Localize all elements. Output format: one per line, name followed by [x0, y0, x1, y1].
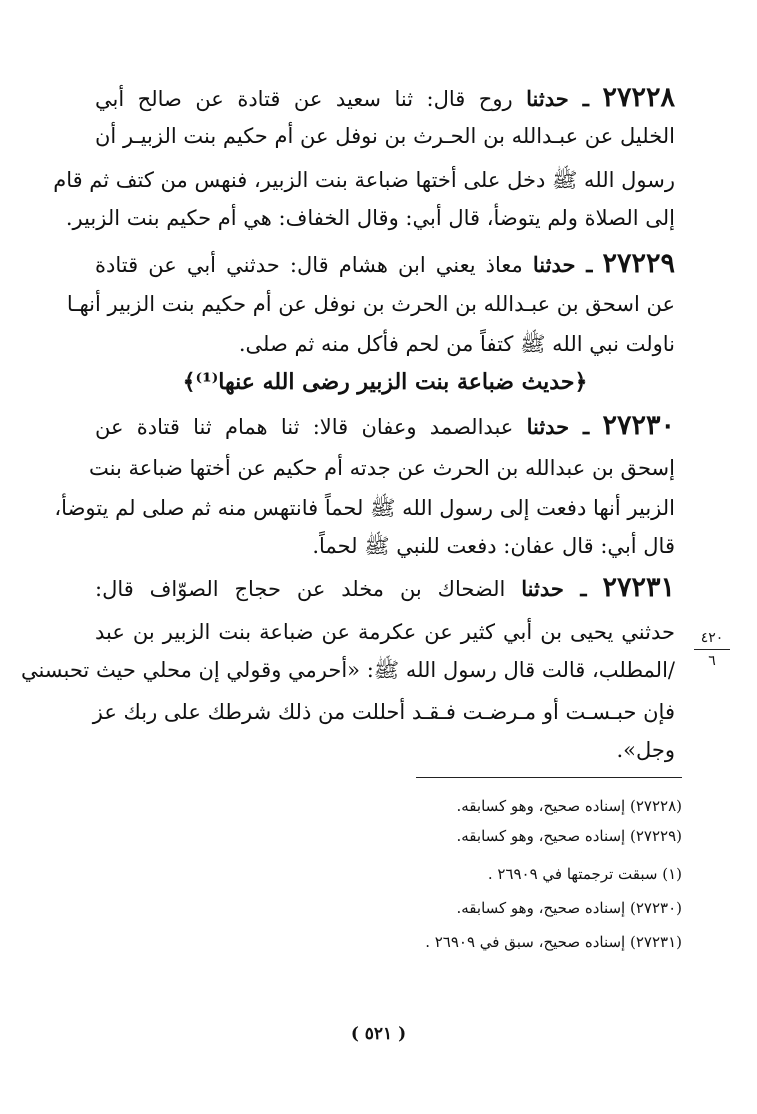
- hadith-27230-line-3: الزبير أنها دفعت إلى رسول الله ﷺ لحماً فانتهس منه ثم صلى لم يتوضأ،: [54, 496, 675, 520]
- hadith-27229-line-2: عن اسحق بن عبـدالله بن الحرث بن نوفل عن أم حكيم بنت الزبير أنهـا: [66, 292, 675, 316]
- footnote: (٢٧٢٣٠) إسناده صحيح، وهو كسابقه.: [456, 899, 682, 917]
- margin-note-top: ٤٢٠: [700, 630, 724, 646]
- margin-volume-note: [694, 628, 730, 671]
- footnote: (٢٧٢٢٨) إسناده صحيح، وهو كسابقه.: [456, 797, 682, 815]
- hadith-27228-line-2: الخليل عن عبـدالله بن الحـرث بن نوفل عن أم حكيم بنت الزبيـر أن: [95, 124, 675, 148]
- footnote: (٢٧٢٣١) إسناده صحيح، سبق في ٢٦٩٠٩ .: [425, 933, 682, 951]
- dash-word: ـ حدثنا: [532, 252, 593, 277]
- hadith-27229-line-1: [95, 246, 675, 282]
- hadith-27231-line-1: [95, 570, 675, 606]
- hadith-number: ٢٧٢٣١: [602, 572, 675, 603]
- chapter-heading: ﴿حديث ضباعة بنت الزبير رضى الله عنها⁽¹⁾﴾: [182, 369, 588, 395]
- hadith-27230-line-4: قال أبي: قال عفان: دفعت للنبي ﷺ لحماً.: [312, 534, 675, 558]
- hadith-27231-line-2: حدثني يحيى بن أبي كثير عن عكرمة عن ضباعة بنت الزبير بن عبد: [95, 620, 675, 644]
- hadith-number: ٢٧٢٢٨: [602, 82, 675, 113]
- hadith-number: ٢٧٢٣٠: [602, 410, 675, 441]
- text-line: عبدالصمد وعفان قالا: ثنا همام ثنا قتادة عن: [95, 415, 514, 439]
- hadith-27231-line-3: /المطلب، قالت قال رسول الله ﷺ: «أحرمي وقولي إن محلي حيث تحبسني: [20, 658, 675, 682]
- page-number: ( ٥٢١ ): [350, 1024, 407, 1044]
- hadith-27231-line-4: فإن حبـسـت أو مـرضـت فـقـد أحللت من ذلك شرطك على ربك عز: [92, 700, 675, 724]
- footnote-divider: [416, 777, 682, 778]
- hadith-27231-line-5: وجل».: [616, 738, 675, 762]
- hadith-number: ٢٧٢٢٩: [602, 248, 675, 279]
- hadith-27230-line-1: [95, 408, 675, 444]
- dash-word: ـ حدثنا: [526, 414, 590, 439]
- footnote: (١) سبقت ترجمتها في ٢٦٩٠٩ .: [487, 865, 682, 883]
- hadith-27230-line-2: إسحق بن عبدالله بن الحرث عن جدته أم حكيم عن أختها ضباعة بنت: [88, 456, 675, 480]
- text-line: معاذ يعني ابن هشام قال: حدثني أبي عن قتادة: [95, 253, 523, 277]
- hadith-27229-line-3: ناولت نبي الله ﷺ كتفاً من لحم فأكل منه ثم صلى.: [238, 332, 675, 356]
- dash-word: ـ حدثنا: [526, 86, 589, 111]
- footnote: (٢٧٢٢٩) إسناده صحيح، وهو كسابقه.: [456, 827, 682, 845]
- dash-word: ـ حدثنا: [521, 576, 587, 601]
- margin-note-bottom: ٦: [708, 653, 716, 669]
- text-line: الضحاك بن مخلد عن حجاج الصوّاف قال:: [95, 577, 506, 601]
- hadith-27228-line-4: إلى الصلاة ولم يتوضأ، قال أبي: وقال الخفاف: هي أم حكيم بنت الزبير.: [65, 206, 675, 230]
- hadith-27228-line-1: [95, 80, 675, 116]
- text-line: روح قال: ثنا سعيد عن قتادة عن صالح أبي: [95, 87, 513, 111]
- margin-divider: [694, 649, 730, 650]
- hadith-27228-line-3: رسول الله ﷺ دخل على أختها ضباعة بنت الزبير، فنهس من كتف ثم قام: [53, 168, 675, 192]
